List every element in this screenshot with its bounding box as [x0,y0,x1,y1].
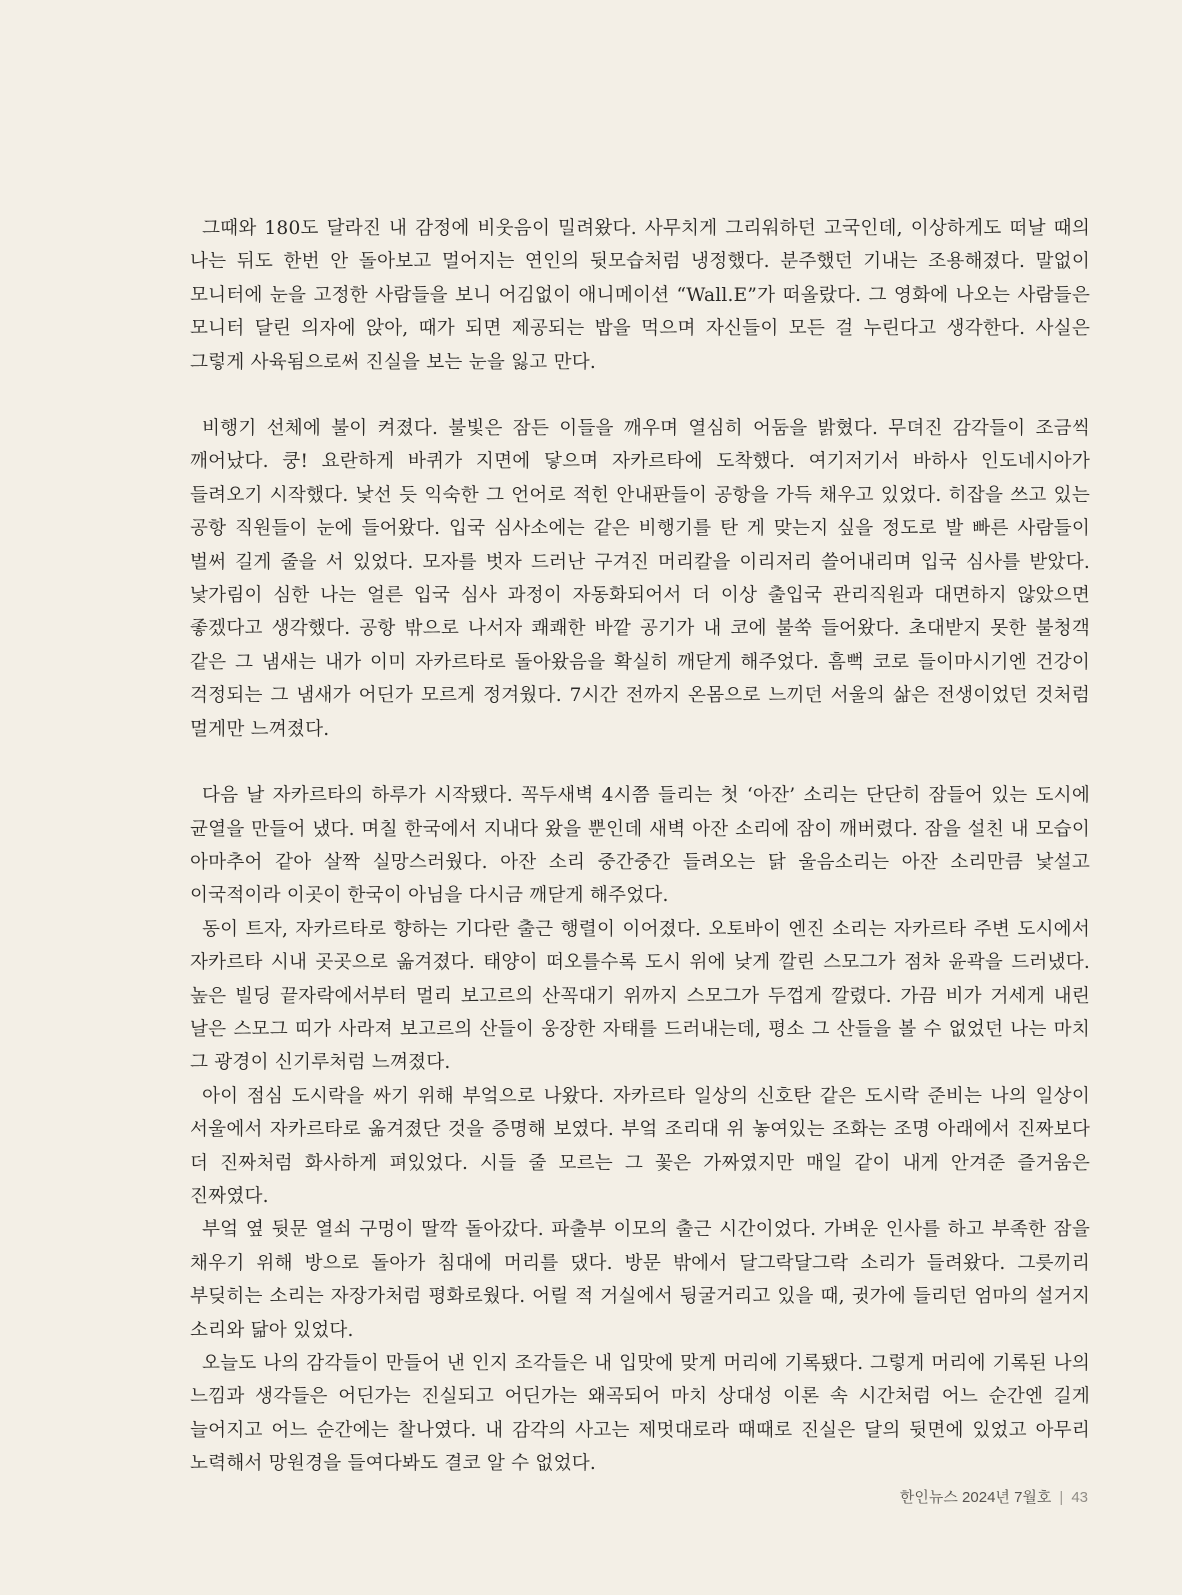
paragraph-2: 비행기 선체에 불이 켜졌다. 불빛은 잠든 이들을 깨우며 열심히 어둠을 밝혔다. 무뎌진 감각들이 조금씩 깨어났다. 쿵! 요란하게 바퀴가 지면에 닿으며 자카르타에 도착했다. 여기저기서 바하사 인도네시아가 들려오기 시작했다. 낯선 듯 익숙한 그 언어로 적힌 안내판들이 공항을 가득 채우고 있었다. 히잡을 쓰고 있는 공항 직원들이 눈에 들어왔다. 입국 심사소에는 같은 비행기를 탄 게 맞는지 싶을 정도로 발 빠른 사람들이 벌써 길게 줄을 서 있었다. 모자를 벗자 드러난 구겨진 머리칼을 이리저리 쓸어내리며 입국 심사를 받았다. 낯가림이 심한 나는 얼른 입국 심사 과정이 자동화되어서 더 이상 출입국 관리직원과 대면하지 않았으면 좋겠다고 생각했다. 공항 밖으로 나서자 쾌쾌한 바깥 공기가 내 코에 불쑥 들어왔다. 초대받지 못한 불청객 같은 그 냄새는 내가 이미 자카르타로 돌아왔음을 확실히 깨닫게 해주었다. 흠뻑 코로 들이마시기엔 건강이 걱정되는 그 냄새가 어딘가 모르게 정겨웠다. 7시간 전까지 온몸으로 느끼던 서울의 삶은 전생이었던 것처럼 멀게만 느껴졌다. [190,418,1090,740]
paragraph-5: 아이 점심 도시락을 싸기 위해 부엌으로 나왔다. 자카르타 일상의 신호탄 같은 도시락 준비는 나의 일상이 서울에서 자카르타로 옮겨졌단 것을 증명해 보였다. 부엌 조리대 위 놓여있는 조화는 조명 아래에서 진짜보다 더 진짜처럼 화사하게 펴있었다. 시들 줄 모르는 그 꽃은 가짜였지만 매일 같이 내게 안겨준 즐거움은 진짜였다. [190,1085,1090,1207]
article-body [190,212,1090,1481]
paragraph-4: 동이 트자, 자카르타로 향하는 기다란 출근 행렬이 이어졌다. 오토바이 엔진 소리는 자카르타 주변 도시에서 자카르타 시내 곳곳으로 옮겨졌다. 태양이 떠오를수록 도시 위에 낮게 깔린 스모그가 점차 윤곽을 드러냈다. 높은 빌딩 끝자락에서부터 멀리 보고르의 산꼭대기 위까지 스모그가 두껍게 깔렸다. 가끔 비가 거세게 내린 날은 스모그 띠가 사라져 보고르의 산들이 웅장한 자태를 드러내는데, 평소 그 산들을 볼 수 없었던 나는 마치 그 광경이 신기루처럼 느껴졌다. [190,918,1090,1074]
paragraph-7: 오늘도 나의 감각들이 만들어 낸 인지 조각들은 내 입맛에 맞게 머리에 기록됐다. 그렇게 머리에 기록된 나의 느낌과 생각들은 어딘가는 진실되고 어딘가는 왜곡되어 마치 상대성 이론 속 시간처럼 어느 순간엔 길게 늘어지고 어느 순간에는 찰나였다. 내 감각의 사고는 제멋대로라 때때로 진실은 달의 뒷면에 있었고 아무리 노력해서 망원경을 들여다봐도 결코 알 수 없었다. [190,1353,1090,1475]
paragraph-1: 그때와 180도 달라진 내 감정에 비웃음이 밀려왔다. 사무치게 그리워하던 고국인데, 이상하게도 떠날 때의 나는 뒤도 한번 안 돌아보고 멀어지는 연인의 뒷모습처럼 냉정했다. 분주했던 기내는 조용해졌다. 말없이 모니터에 눈을 고정한 사람들을 보니 어김없이 애니메이션 “Wall.E”가 떠올랐다. 그 영화에 나오는 사람들은 모니터 달린 의자에 앉아, 때가 되면 제공되는 밥을 먹으며 자신들이 모든 걸 누린다고 생각한다. 사실은 그렇게 사육됨으로써 진실을 보는 눈을 잃고 만다. [190,218,1090,373]
footer-separator: | [1059,1489,1064,1506]
page-footer [900,1486,1088,1507]
page-number: 43 [1071,1489,1088,1506]
issue-label: 한인뉴스 2024년 7월호 [899,1489,1052,1506]
paragraph-3: 다음 날 자카르타의 하루가 시작됐다. 꼭두새벽 4시쯤 들리는 첫 ‘아잔’ 소리는 단단히 잠들어 있는 도시에 균열을 만들어 냈다. 며칠 한국에서 지내다 왔을 뿐인데 새벽 아잔 소리에 잠이 깨버렸다. 잠을 설친 내 모습이 아마추어 같아 살짝 실망스러웠다. 아잔 소리 중간중간 들려오는 닭 울음소리는 아잔 소리만큼 낯설고 이국적이라 이곳이 한국이 아님을 다시금 깨닫게 해주었다. [190,785,1090,907]
paragraph-6: 부엌 옆 뒷문 열쇠 구멍이 딸깍 돌아갔다. 파출부 이모의 출근 시간이었다. 가벼운 인사를 하고 부족한 잠을 채우기 위해 방으로 돌아가 침대에 머리를 댔다. 방문 밖에서 달그락달그락 소리가 들려왔다. 그릇끼리 부딪히는 소리는 자장가처럼 평화로웠다. 어릴 적 거실에서 뒹굴거리고 있을 때, 귓가에 들리던 엄마의 설거지 소리와 닮아 있었다. [190,1219,1090,1341]
